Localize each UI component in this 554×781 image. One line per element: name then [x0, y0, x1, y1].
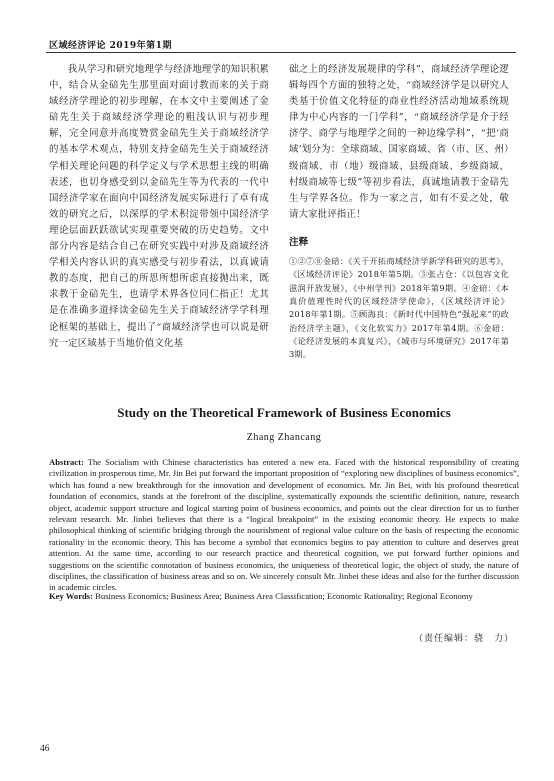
abstract-text: The Socialism with Chinese characteristics has entered a new era. Faced with the historical responsibility of creating civilization in prosperous time, Mr. Jin Bei put forward the important proposition of “exploring new disciplines of business economics”, which has found a new breakthrough for the innovation and development of economics. Mr. Jin Bei, with his profound theoretical foundation of economics, stands at the forefront of the discipline, systematically expounds the scientific definition, nature, research object, academic support structure and logical starting point of business economics, and points out the clear direction for us to further relevant research. Mr. Jinbei believes that there is a “logical breakpoint” in the existing economic theory. He expects to make philosophical thinking of scientific bridging through the nourishment of regional value culture on the basis of respecting the economic rationality in the economic theory. This has become a symbol that economics begins to pay attention to culture and deserves great attention. At the same time, according to our research practice and theoretical cognition, we put forward further opinions and suggestions on the scientific connotation of business economics, the uniqueness of theoretical logic, the object of study, the nature of disciplines, the classification of business areas and so on. We sincerely consult Mr. Jinbei these ideas and also for the further discussion in academic circles.	[49, 457, 520, 593]
english-author: Zhang Zhancang	[246, 432, 322, 443]
keywords-text: Business Economics; Business Area; Business Area Classification; Economic Rationality; Regional Economy	[95, 591, 473, 601]
english-title: Study on the Theoretical Framework of Business Economics	[117, 405, 451, 420]
body-paragraph: 我从学习和研究地理学与经济地理学的知识积累中，结合从金碚先生那里面对面讨教而来的关于商域经济学理论的初步理解，在本文中主要阐述了金碚先生关于商域经济学理论的粗浅认识与初步理解，完全同意并高度赞赏金碚先生关于商域经济学的基本学术观点，特别支持金碚先生关于商域经济学相关理论问题的科学定义与学术思想主线的明确表述，也切身感受到以金碚先生等为代表的一代中国经济学家在面向中国经济发展实际进行了卓有成效的研究之后，以深厚的学术积淀带领中国经济学理论层面跃跃欲试实现重要突破的历史趋势。文中部分内容是结合自己在研究实践中对涉及商域经济学相关内容认识的真实感受与初步看法，以真诚请教的态度，把自己的所思所想所虑直接抛出来，既求教于金碚先生，也请学术界各位同仁指正！尤其是在准确多道择读金碚先生关于商域经济学学科理论框架的基础上，提出了“商域经济学也可以说是研究一定区域基于当地价值文化基	[49, 64, 269, 349]
english-keywords	[49, 591, 519, 602]
notes-heading: 注释	[289, 236, 309, 248]
header-rule	[46, 52, 516, 53]
responsible-editor: （责任编辑：骁 力）	[413, 634, 514, 644]
body-column-right	[289, 62, 509, 361]
keywords-label: Key Words:	[49, 591, 94, 601]
english-abstract	[49, 457, 519, 594]
page-number: 46	[40, 744, 50, 754]
running-header: 区域经济评论 2019年第1期	[49, 41, 172, 51]
body-paragraph-continued: 础之上的经济发展规律的学科”，商域经济学理论逻辑每四个方面的独特之处，“商域经济学是以研究人类基于价值文化特征的商业性经济活动地域系统规律为中心内容的一门学科”，“商域经济学是介于经济学、商学与地理学之间的一种边缘学科”，“把‘商域’划分为：全球商域、国家商域、省（市、区、州）级商域、市（地）级商域、县级商域、乡级商域、村级商域等七级”等初步看法，真诚地请教于金碚先生与学界各位。作为一家之言，如有不妥之处，敬请大家批评指正！	[289, 64, 509, 220]
body-column-left	[49, 62, 269, 382]
abstract-label: Abstract:	[49, 457, 84, 467]
notes-list: ①②⑦⑧金碚：《关于开拓商域经济学新学科研究的思考》，《区域经济评论》2018年第5期。③张占仓：《以包容文化滋润开放发展》，《中州学刊》2018年第9期。④金碚：《本真价值理性时代的区域经济学使命》，《区域经济评论》2018年第1期。⑤顾海良：《新时代中国特色“强起来”的政治经济学主题》，《文化软实力》2017年第4期。⑥金碚：《论经济发展的本真复兴》，《城市与环境研究》2017年第3期。	[289, 256, 509, 360]
